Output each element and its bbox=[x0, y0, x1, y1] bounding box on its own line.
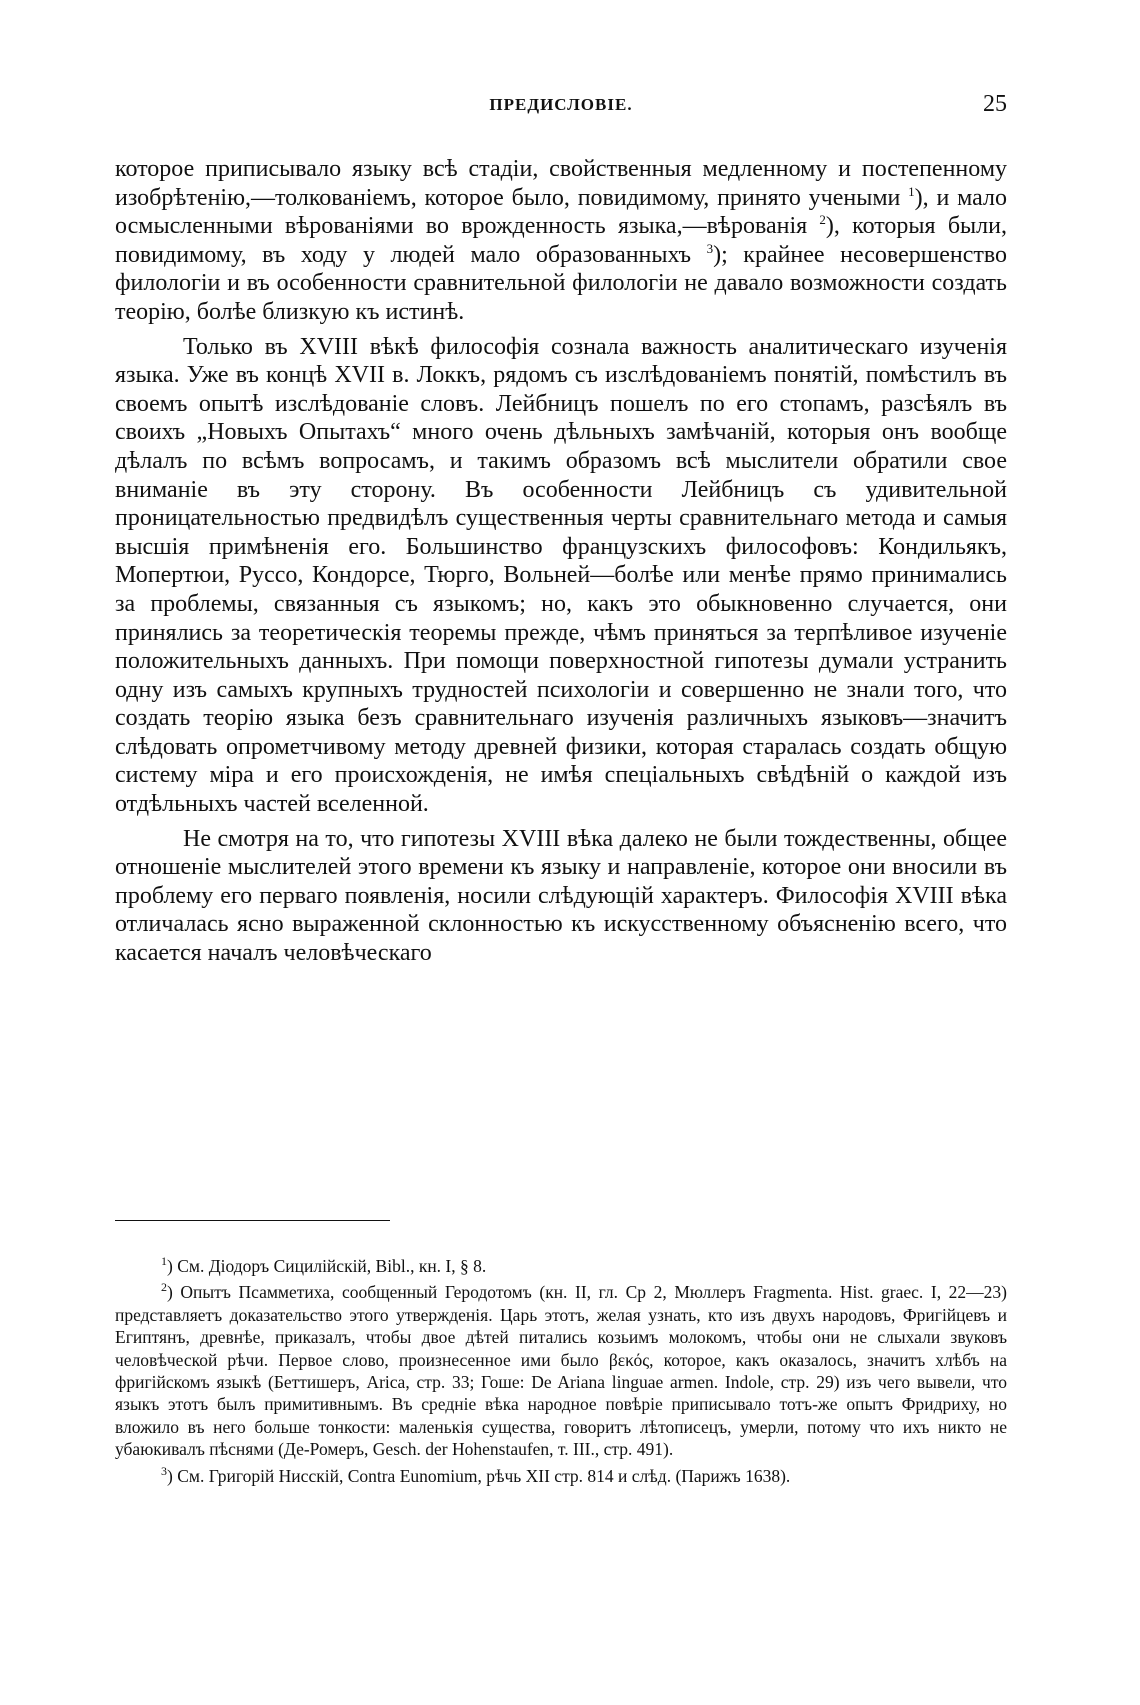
footnote-3-text: ) См. Григорій Нисскій, Contra Eunomium, рѣчь XII стр. 814 и слѣд. (Парижъ 1638). bbox=[167, 1465, 791, 1486]
footnote-3-number: 3 bbox=[161, 1463, 167, 1478]
footnote-3 bbox=[115, 1465, 1007, 1487]
footnote-2-number: 2 bbox=[161, 1280, 167, 1295]
paragraph-2: Только въ XVIII вѣкѣ философія сознала важность аналитическаго изученія языка. Уже въ концѣ XVII в. Локкъ, рядомъ съ изслѣдованіемъ понятій, помѣстилъ въ своемъ опытѣ изслѣдованіе словъ. Лейбницъ пошелъ по его стопамъ, разсѣялъ въ своихъ „Новыхъ Опытахъ“ много очень дѣльныхъ замѣчаній, которыя онъ вообще дѣлалъ по всѣмъ вопросамъ, и такимъ образомъ всѣ мыслители обратили свое вниманіе въ эту сторону. Въ особенности Лейбницъ съ удивительной проницательностью предвидѣлъ существенныя черты сравнительнаго метода и самыя высшія примѣненія его. Большинство французскихъ философовъ: Кондильякъ, Мопертюи, Руссо, Кондорсе, Тюрго, Вольней—болѣе или менѣе прямо принимались за проблемы, связанныя съ языкомъ; но, какъ это обыкновенно случается, они принялись за теоретическія теоремы прежде, чѣмъ приняться за терпѣливое изученіе положительныхъ данныхъ. При помощи поверхностной гипотезы думали устранить одну изъ самыхъ крупныхъ трудностей психологіи и совершенно не знали того, что создать теорію языка безъ сравнительнаго изученія различныхъ языковъ—значитъ слѣдовать опрометчивому методу древней физики, которая старалась создать общую систему міра и его происхожденія, не имѣя спеціальныхъ свѣдѣній о каждой изъ отдѣльныхъ частей вселенной. bbox=[115, 333, 1007, 818]
footnote-ref-3: 3 bbox=[706, 240, 714, 256]
footnote-1-number: 1 bbox=[161, 1254, 167, 1269]
footnote-1 bbox=[115, 1255, 1007, 1277]
page-number: 25 bbox=[983, 91, 1007, 117]
paragraph-1-part-2: ), и мало осмысленными вѣрованіями во врожденность языка,—вѣрованія bbox=[115, 184, 1007, 240]
paragraph-1 bbox=[115, 155, 1007, 327]
footnote-2-text: ) Опытъ Псамметиха, сообщенный Геродотомъ (кн. II, гл. Ср 2, Мюллеръ Fragmenta. Hist. graec. I, 22—23) представляетъ доказательство этого утвержденія. Царь этотъ, желая узнать, кто изъ двухъ народовъ, Фригійцевъ и Египтянъ, древнѣе, приказалъ, чтобы двое дѣтей питались козьимъ молокомъ, чтобы они не слыхали звуковъ человѣческой рѣчи. Первое слово, произнесенное ими было βεκός, которое, какъ оказалось, значитъ хлѣбъ на фригійскомъ языкѣ (Беттишеръ, Arica, стр. 33; Гоше: De Ariana linguae armen. Indole, стр. 29) изъ чего вывели, что языкъ этотъ былъ примитивнымъ. Въ средніе вѣка народное повѣріе приписывало тотъ-же опытъ Фридриху, но вложило въ него больше тонкости: маленькія существа, говоритъ лѣтописецъ, умерли, потому что ихъ никто не убаюкивалъ пѣснями (Де-Ромеръ, Gesch. der Hohenstaufen, т. III., стр. 491). bbox=[115, 1282, 1007, 1460]
page-header bbox=[115, 91, 1007, 125]
running-title: ПРЕДИСЛОВІЕ. bbox=[489, 95, 633, 114]
footnotes bbox=[115, 1255, 1007, 1491]
footnote-ref-1: 1 bbox=[908, 183, 915, 199]
footnote-1-text: ) См. Діодоръ Сицилійскій, Bibl., кн. I, § 8. bbox=[167, 1256, 487, 1276]
paragraph-1-part-4: ); крайнее несовершенство филологіи и въ особенности сравнительной филологіи не давало возможности создать теорію, болѣе близкую къ истинѣ. bbox=[115, 241, 1008, 325]
main-text bbox=[115, 155, 1007, 968]
paragraph-1-part-3: ), которыя были, повидимому, въ ходу у людей мало образованныхъ bbox=[115, 213, 1007, 268]
paragraph-3: Не смотря на то, что гипотезы XVIII вѣка далеко не были тождественны, общее отношеніе мыслителей этого времени къ языку и направленіе, которое они вносили въ проблему его перваго появленія, носили слѣдующій характеръ. Философія XVIII вѣка отличалась ясно выраженной склонностью къ искусственному объясненію всего, что касается началъ человѣческаго bbox=[115, 825, 1007, 967]
paragraph-1-part-1: которое приписывало языку всѣ стадіи, свойственныя медленному и постепенному изобрѣтенію,—толкованіемъ, которое было, повидимому, принято учеными bbox=[115, 156, 1007, 211]
footnote-separator bbox=[115, 1220, 390, 1221]
footnote-2 bbox=[115, 1281, 1007, 1460]
footnote-ref-2: 2 bbox=[819, 212, 826, 228]
